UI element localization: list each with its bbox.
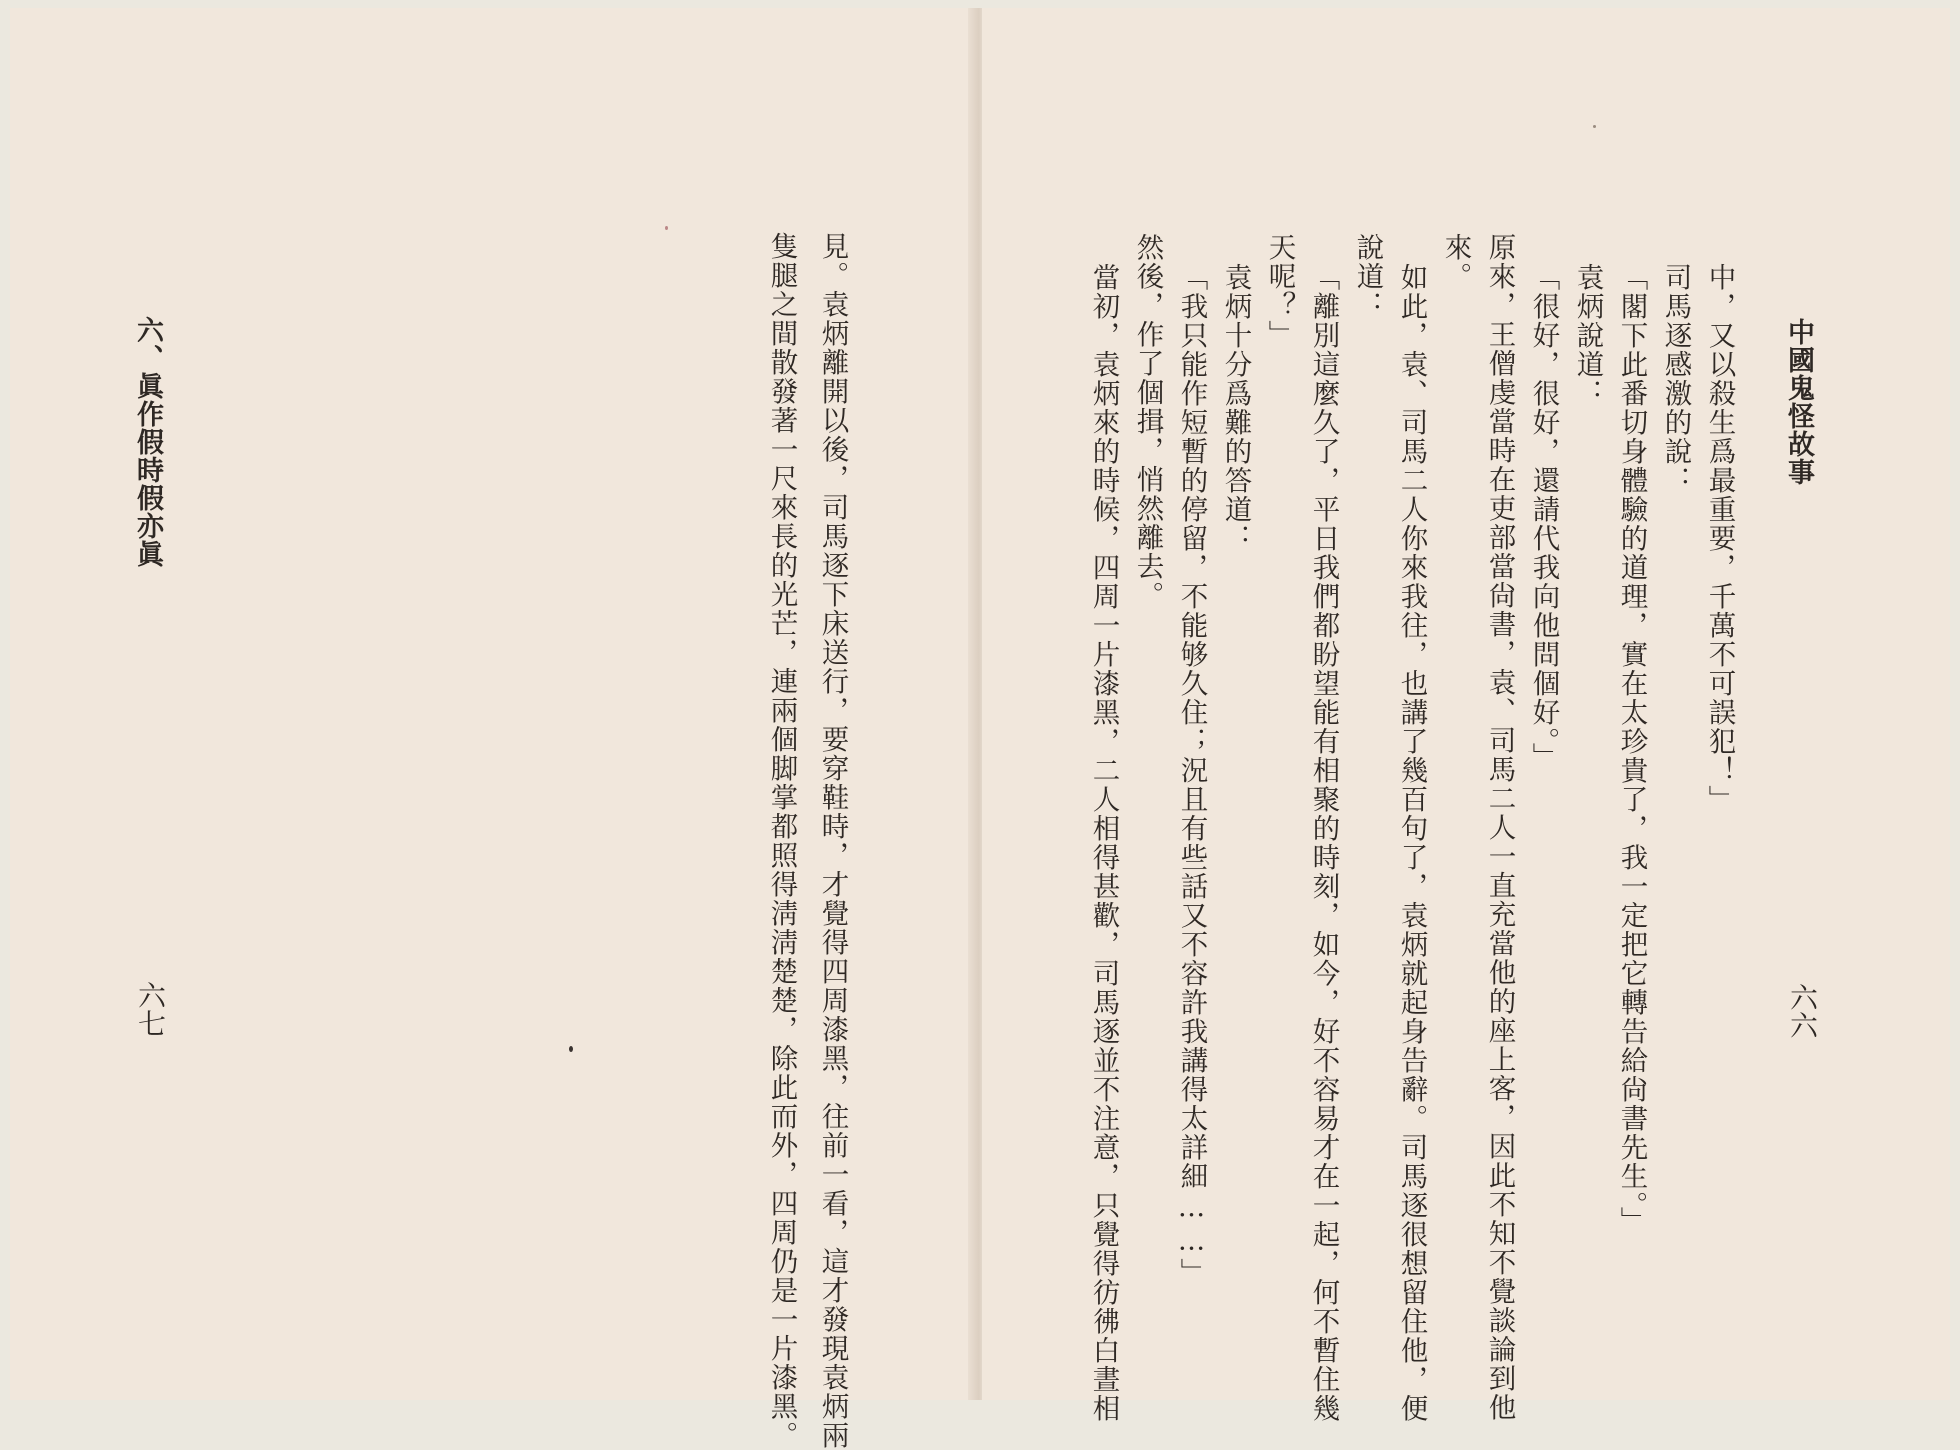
right-text-column-15: 當初，袁炳來的時候，四周一片漆黑，二人相得甚歡，司馬逐並不注意，只覺得彷彿白晝相 [1087,263,1120,1423]
right-text-column-4: 袁炳說道： [1571,263,1604,408]
ink-speck [1593,125,1596,128]
right-page-number: 六六 [1786,983,1819,1039]
right-text-column-2: 司馬逐感激的說： [1659,263,1692,495]
right-text-column-10: 「離別這麼久了，平日我們都盼望能有相聚的時刻，如今，好不容易才在一起，何不暫住幾 [1307,263,1340,1423]
ink-speck [665,226,668,230]
left-text-column-2: 隻腿之間散發著一尺來長的光芒，連兩個脚掌都照得淸淸楚楚，除此而外，四周仍是一片漆黑。 [765,232,798,1450]
right-text-column-13: 「我只能作短暫的停留，不能够久住；況且有些話又不容許我講得太詳細……」 [1175,263,1208,1287]
right-text-column-1: 中，又以殺生爲最重要，千萬不可誤犯！」 [1703,263,1736,814]
right-page [982,8,1950,1423]
right-page-running-title: 中國鬼怪故事 [1783,318,1814,486]
right-text-column-12: 袁炳十分爲難的答道： [1219,263,1252,553]
right-text-column-8: 如此，袁、司馬二人你來我往，也講了幾百句了，袁炳就起身告辭。司馬逐很想留住他，便 [1395,263,1428,1423]
left-page-number: 六七 [134,981,167,1037]
left-page-running-title: 六、眞作假時假亦眞 [132,316,163,568]
right-text-column-14: 然後，作了個揖，悄然離去。 [1131,233,1164,610]
right-text-column-6: 原來，王僧虔當時在吏部當尙書，袁、司馬二人一直充當他的座上客，因此不知不覺談論到他 [1483,233,1516,1422]
right-text-column-11: 天呢？」 [1263,233,1296,349]
right-text-column-7: 來。 [1439,233,1472,291]
right-text-column-5: 「很好，很好，還請代我向他問個好。」 [1527,263,1560,772]
right-text-column-9: 說道： [1351,233,1384,320]
ink-speck [569,1046,573,1052]
left-text-column-1: 見。袁炳離開以後，司馬逐下床送行，要穿鞋時，才覺得四周漆黑，往前一看，這才發現袁炳兩 [816,232,849,1450]
left-page [10,8,981,1450]
right-text-column-3: 「閣下此番切身體驗的道理，實在太珍貴了，我一定把它轉告給尙書先生。」 [1615,263,1648,1236]
